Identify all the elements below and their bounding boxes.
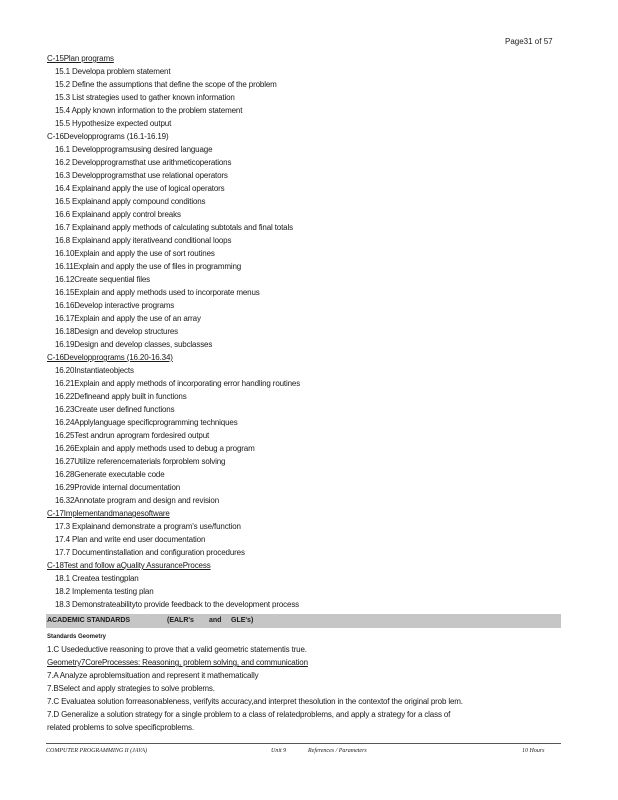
footer-course: COMPUTER PROGRAMMING II (JAVA): [46, 748, 148, 754]
standards-section: [47, 632, 562, 734]
list-item: 18.1 Createa testingplan: [55, 574, 139, 583]
list-item: 15.4 Apply known information to the problem statement: [55, 106, 243, 115]
list-item: 16.15Explain and apply methods used to incorporate menus: [55, 288, 260, 297]
list-item: 16.21Explain and apply methods of incorporating error handling routines: [55, 379, 301, 388]
list-item: 16.23Create user defined functions: [55, 405, 175, 414]
list-item: 16.16Develop interactive programs: [55, 301, 175, 310]
list-item: 15.3 List strategies used to gather known information: [55, 93, 235, 102]
academic-standards-and: and: [209, 617, 222, 624]
list-item: 16.1 Developprogramsusing desired language: [55, 145, 213, 154]
list-item: 16.11Explain and apply the use of files in programming: [55, 262, 242, 271]
list-item: 18.3 Demonstrateabilityto provide feedback to the development process: [55, 600, 300, 609]
academic-standards-bar: [46, 614, 561, 628]
page-number: Page31 of 57: [505, 37, 553, 46]
list-item: 16.18Design and develop structures: [55, 327, 178, 336]
list-item: 16.32Annotate program and design and revision: [55, 496, 220, 505]
standards-heading: Standards Geometry: [47, 634, 107, 640]
academic-standards-title: ACADEMIC STANDARDS: [47, 617, 131, 624]
list-item: 16.5 Explainand apply compound conditions: [55, 197, 206, 206]
standard-line: 7.C Evaluatea solution forreasonableness, verifyits accuracy,and interpret thesolution in the contextof the original prob lem.: [47, 697, 463, 706]
list-item: 17.4 Plan and write end user documentation: [55, 535, 206, 544]
standard-line: 7.D Generalize a solution strategy for a single problem to a class of relatedproblems, and apply a strategy for a class of: [47, 710, 451, 719]
list-item: 18.2 Implementa testing plan: [55, 587, 154, 596]
group-heading: C-15Plan programs: [47, 54, 114, 63]
standard-line: 1.C Usedeductive reasoning to prove that a valid geometric statementis true.: [47, 645, 307, 654]
competency-list: [47, 52, 562, 611]
group-heading: C-16Developprograms (16.20-16.34): [47, 353, 173, 362]
list-item: 16.29Provide internal documentation: [55, 483, 181, 492]
list-item: 16.26Explain and apply methods used to debug a program: [55, 444, 255, 453]
list-item: 16.19Design and develop classes, subclasses: [55, 340, 213, 349]
list-item: 15.5 Hypothesize expected output: [55, 119, 172, 128]
group-heading: C-17Implementandmanagesoftware: [47, 509, 170, 518]
list-item: 15.2 Define the assumptions that define the scope of the problem: [55, 80, 277, 89]
list-item: 17.3 Explainand demonstrate a program's use/function: [55, 522, 241, 531]
standard-line: 7.BSelect and apply strategies to solve problems.: [47, 684, 215, 693]
list-item: 16.6 Explainand apply control breaks: [55, 210, 181, 219]
list-item: 16.8 Explainand apply iterativeand conditional loops: [55, 236, 232, 245]
list-item: 16.4 Explainand apply the use of logical operators: [55, 184, 225, 193]
list-item: 16.3 Developprogramsthat use relational operators: [55, 171, 228, 180]
footer-topic: References / Parameters: [308, 748, 367, 754]
footer-hours: 10 Hours: [522, 748, 545, 754]
standard-line: 7.A Analyze aproblemsituation and represent it mathematically: [47, 671, 259, 680]
list-item: 16.2 Developprogramsthat use arithmeticoperations: [55, 158, 232, 167]
list-item: 16.22Defineand apply built in functions: [55, 392, 187, 401]
academic-standards-gle: GLE's): [231, 617, 254, 624]
list-item: 16.27Utilize referencematerials forproblem solving: [55, 457, 226, 466]
list-item: 16.28Generate executable code: [55, 470, 165, 479]
list-item: 16.25Test andrun aprogram fordesired output: [55, 431, 210, 440]
group-heading: C-16Developprograms (16.1-16.19): [47, 132, 169, 141]
academic-standards-ealr: (EALR's: [167, 617, 194, 624]
standards-subheading: Geometry7CoreProcesses: Reasoning, problem solving, and communication: [47, 658, 308, 667]
list-item: 16.12Create sequential files: [55, 275, 150, 284]
list-item: 17.7 Documentinstallation and configuration procedures: [55, 548, 245, 557]
list-item: 16.10Explain and apply the use of sort routines: [55, 249, 215, 258]
footer-divider: [46, 743, 561, 744]
list-item: 16.24Applylanguage specificprogramming techniques: [55, 418, 238, 427]
list-item: 16.7 Explainand apply methods of calculating subtotals and final totals: [55, 223, 293, 232]
list-item: 16.20Instantiateobjects: [55, 366, 134, 375]
list-item: 15.1 Developa problem statement: [55, 67, 171, 76]
group-heading: C-18Test and follow aQuality AssuranceProcess: [47, 561, 211, 570]
footer-unit: Unit 9: [271, 748, 287, 754]
list-item: 16.17Explain and apply the use of an array: [55, 314, 201, 323]
standard-line: related problems to solve specificproblems.: [47, 723, 194, 732]
